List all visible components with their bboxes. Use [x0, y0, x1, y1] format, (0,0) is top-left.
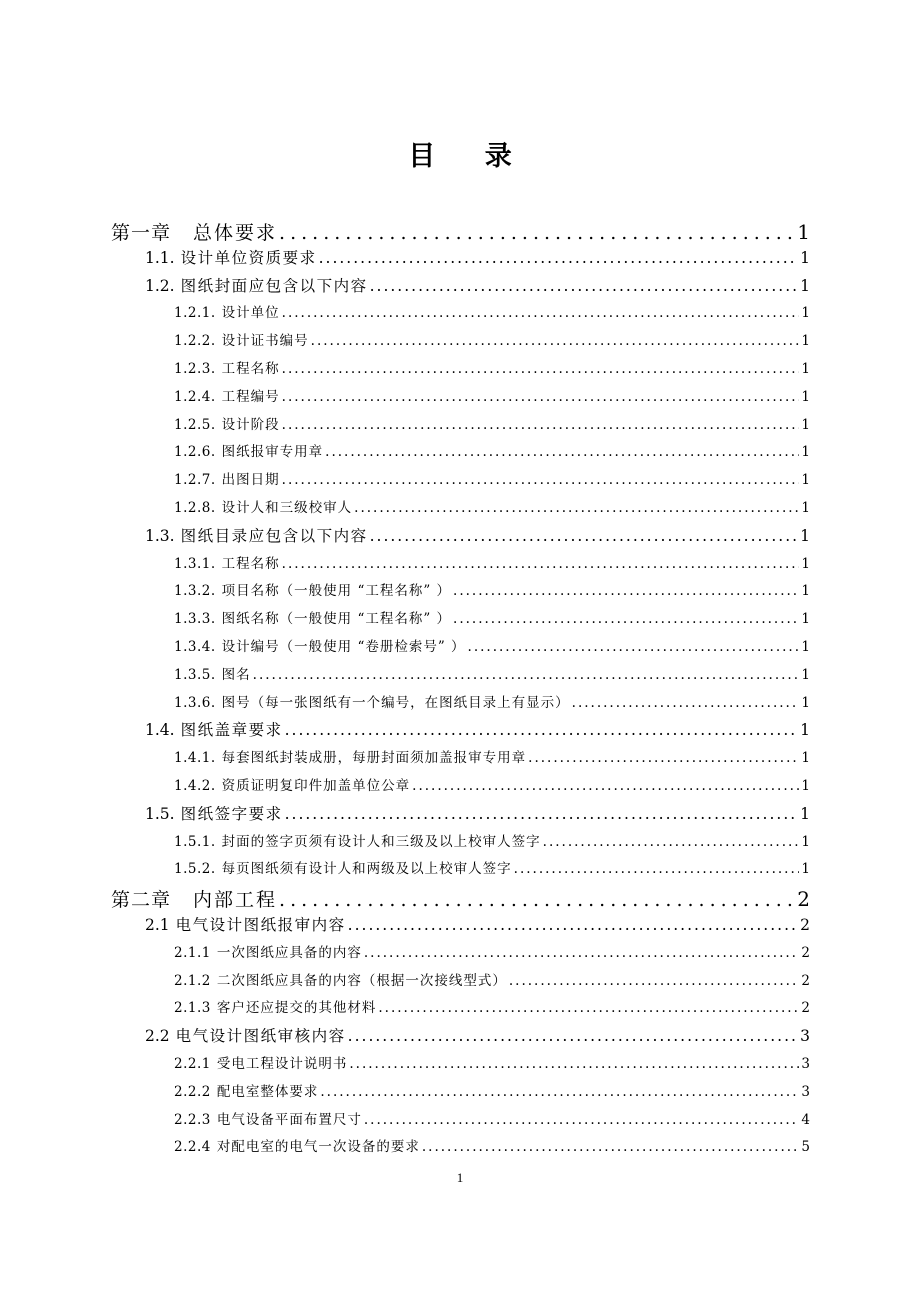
toc-entry-page: 1: [801, 333, 810, 350]
toc-entry-page: 2: [801, 944, 810, 961]
toc-leader-dots: [468, 639, 800, 655]
toc-entry-page: 1: [797, 220, 810, 244]
toc-entry[interactable]: [174, 496, 810, 516]
toc-entry-text: 图纸目录应包含以下内容: [180, 526, 368, 545]
toc-entry-number: 1.2.1.: [174, 305, 216, 322]
toc-entry-number: 1.3.1.: [174, 555, 216, 572]
toc-entry-page: 1: [801, 750, 810, 767]
toc-entry-text: 封面的签字页须有设计人和三级及以上校审人签字: [221, 833, 541, 850]
toc-entry-page: 1: [801, 444, 810, 461]
toc-entry[interactable]: [174, 830, 810, 850]
toc-entry-number: 1.3.2.: [174, 583, 216, 600]
toc-entry-text: 工程编号: [221, 388, 280, 405]
toc-entry-page: 1: [801, 388, 810, 405]
toc-leader-dots: [354, 500, 799, 516]
toc-entry-page: 2: [800, 916, 810, 934]
toc-entry-page: 1: [801, 555, 810, 572]
toc-entry-number: 2.1.2: [174, 972, 211, 989]
toc-entry[interactable]: [174, 857, 810, 877]
toc-entry-text: 工程名称: [221, 555, 280, 572]
toc-entry[interactable]: [174, 579, 810, 599]
toc-entry[interactable]: [145, 913, 810, 935]
toc-entry[interactable]: [174, 607, 810, 627]
toc-entry-page: 1: [801, 778, 810, 794]
toc-entry-text: 设计编号（一般使用 “卷册检索号” ）: [221, 639, 466, 655]
toc-entry-number: 1.4.2.: [174, 778, 216, 794]
toc-entry-text: 图纸封面应包含以下内容: [180, 276, 368, 295]
toc-leader-dots: [282, 389, 800, 405]
toc-leader-dots: [364, 945, 800, 961]
toc-entry-text: 图号（每一张图纸有一个编号，在图纸目录上有显示）: [221, 694, 570, 711]
toc-entry-text: 电气设备平面布置尺寸: [216, 1111, 362, 1128]
toc-entry-text: 客户还应提交的其他材料: [216, 1000, 377, 1017]
toc-entry[interactable]: [111, 218, 810, 244]
toc-entry-text: 设计单位资质要求: [180, 248, 317, 267]
toc-entry-number: 2.2: [145, 1027, 170, 1046]
toc-entry-text: 出图日期: [221, 472, 280, 489]
toc-entry[interactable]: [145, 246, 810, 268]
toc-entry-number: 1.5.1.: [174, 833, 216, 850]
toc-leader-dots: [514, 861, 800, 877]
toc-entry-text: 二次图纸应具备的内容（根据一次接线型式）: [216, 972, 507, 989]
toc-entry-text: 设计证书编号: [221, 333, 309, 350]
toc-entry-number: 1.4.1.: [174, 750, 216, 767]
toc-entry-page: 1: [801, 500, 810, 516]
toc-leader-dots: [412, 778, 799, 794]
toc-leader-dots: [370, 527, 799, 545]
toc-entry[interactable]: [174, 440, 810, 460]
toc-entry-text: 电气设计图纸审核内容: [175, 1027, 346, 1046]
toc-entry[interactable]: [174, 329, 810, 349]
toc-entry[interactable]: [174, 691, 810, 711]
toc-entry-page: 1: [800, 721, 810, 740]
toc-leader-dots: [422, 1139, 800, 1155]
toc-entry-number: 1.2.6.: [174, 444, 216, 461]
toc-entry-page: 1: [801, 305, 810, 322]
toc-entry-page: 1: [800, 804, 810, 823]
toc-entry-number: 1.3.6.: [174, 694, 216, 711]
toc-leader-dots: [279, 889, 795, 911]
toc-leader-dots: [311, 333, 800, 349]
toc-entry-number: 2.2.1: [174, 1056, 211, 1072]
toc-entry[interactable]: [174, 1080, 810, 1100]
toc-leader-dots: [282, 361, 800, 377]
toc-entry-text: 图名: [221, 666, 251, 683]
toc-leader-dots: [349, 1056, 799, 1072]
toc-leader-dots: [325, 444, 799, 460]
toc-leader-dots: [285, 721, 799, 739]
toc-entry-text: 电气设计图纸报审内容: [175, 916, 346, 934]
toc-entry-page: 3: [801, 1083, 810, 1100]
toc-entry-number: 1.2.4.: [174, 388, 216, 405]
toc-entry-number: 1.2.2.: [174, 333, 216, 350]
toc-entry-page: 5: [801, 1139, 810, 1156]
toc-entry-text: 每页图纸须有设计人和两级及以上校审人签字: [221, 861, 512, 878]
toc-title: 目 录: [408, 141, 532, 172]
toc-entry-text: 工程名称: [221, 361, 280, 377]
toc-entry[interactable]: [174, 996, 810, 1016]
toc-leader-dots: [572, 695, 800, 711]
toc-entry-page: 1: [800, 248, 810, 267]
toc-entry-text: 每套图纸封装成册，每册封面须加盖报审专用章: [221, 750, 527, 767]
toc-leader-dots: [282, 417, 800, 433]
toc-entry-page: 1: [800, 526, 810, 545]
toc-entry-number: 1.3.4.: [174, 639, 216, 655]
toc-entry[interactable]: [174, 357, 810, 377]
toc-entry-number: 1.2.5.: [174, 416, 216, 433]
toc-entry-text: 内部工程: [193, 889, 278, 912]
toc-entry-page: 1: [801, 833, 810, 850]
toc-entry-number: 1.2.: [145, 276, 175, 295]
toc-entry-number: 1.3.3.: [174, 611, 216, 628]
toc-entry-text: 设计单位: [221, 305, 280, 322]
toc-entry[interactable]: [174, 385, 810, 405]
toc-leader-dots: [453, 611, 799, 627]
toc-leader-dots: [348, 1027, 798, 1045]
toc-leader-dots: [320, 1084, 799, 1100]
toc-entry-page: 1: [801, 861, 810, 878]
toc-entry[interactable]: [174, 969, 810, 989]
toc-entry[interactable]: [174, 663, 810, 683]
toc-leader-dots: [282, 556, 800, 572]
toc-entry-number: 1.3.: [145, 526, 175, 545]
toc-entry-text: 对配电室的电气一次设备的要求: [216, 1139, 420, 1156]
toc-leader-dots: [528, 750, 799, 766]
toc-entry-text: 图纸签字要求: [180, 804, 283, 823]
toc-entry-number: 2.1.3: [174, 1000, 211, 1017]
toc-entry-page: 1: [801, 666, 810, 683]
toc-entry-number: 1.2.7.: [174, 472, 216, 489]
toc-entry-text: 一次图纸应具备的内容: [216, 944, 362, 961]
toc-entry[interactable]: [174, 1135, 810, 1155]
toc-entry-page: 3: [801, 1056, 810, 1072]
toc-entry-number: 第二章: [111, 889, 172, 912]
toc-entry-text: 受电工程设计说明书: [216, 1056, 348, 1072]
toc-entry[interactable]: [174, 774, 810, 794]
toc-leader-dots: [364, 1112, 800, 1128]
toc-entry[interactable]: [174, 468, 810, 488]
toc-entry-number: 2.1: [145, 916, 170, 934]
toc-entry-number: 2.2.2: [174, 1083, 211, 1100]
toc-entry-page: 1: [800, 276, 810, 295]
toc-entry-text: 设计人和三级校审人: [221, 500, 353, 516]
toc-entry[interactable]: [145, 524, 810, 546]
toc-entry-text: 项目名称（一般使用 “工程名称” ）: [221, 583, 452, 600]
toc-entry-page: 2: [801, 972, 810, 989]
toc-entry-number: 1.5.: [145, 804, 175, 823]
toc-leader-dots: [282, 305, 800, 321]
toc-entry[interactable]: [145, 718, 810, 740]
toc-entry-text: 图纸名称（一般使用 “工程名称” ）: [221, 611, 452, 628]
toc-leader-dots: [509, 973, 800, 989]
toc-entry-number: 1.1.: [145, 248, 175, 267]
toc-entry-page: 3: [800, 1027, 810, 1046]
toc-entry-number: 1.2.3.: [174, 361, 216, 377]
toc-entry[interactable]: [174, 1052, 810, 1072]
toc-entry-number: 第一章: [111, 222, 172, 244]
toc-leader-dots: [348, 916, 798, 934]
toc-entry[interactable]: [174, 552, 810, 572]
toc-leader-dots: [543, 834, 800, 850]
toc-entry-number: 2.1.1: [174, 944, 211, 961]
toc-entry-text: 设计阶段: [221, 416, 280, 433]
toc-entry-text: 配电室整体要求: [216, 1083, 319, 1100]
toc-entry-page: 1: [801, 361, 810, 377]
toc-entry[interactable]: [145, 802, 810, 824]
toc-leader-dots: [319, 249, 799, 267]
toc-entry-page: 1: [801, 639, 810, 655]
toc-leader-dots: [378, 1000, 799, 1016]
toc-entry[interactable]: [174, 1108, 810, 1128]
toc-leader-dots: [453, 583, 799, 599]
toc-entry[interactable]: [111, 885, 810, 911]
toc-entry-page: 4: [801, 1111, 810, 1128]
toc-entry-page: 1: [801, 583, 810, 600]
toc-entry-number: 1.2.8.: [174, 500, 216, 516]
toc-entry-number: 2.2.3: [174, 1111, 211, 1128]
toc-leader-dots: [370, 277, 799, 295]
toc-leader-dots: [279, 222, 795, 244]
toc-entry-page: 1: [801, 472, 810, 489]
toc-entry-number: 2.2.4: [174, 1139, 211, 1156]
toc-entry-page: 1: [801, 611, 810, 628]
toc-leader-dots: [253, 667, 800, 683]
toc-leader-dots: [282, 472, 800, 488]
toc-entry-number: 1.5.2.: [174, 861, 216, 878]
toc-leader-dots: [285, 805, 799, 823]
toc-entry-text: 资质证明复印件加盖单位公章: [221, 778, 411, 794]
page-number: 1: [456, 1170, 464, 1185]
toc-entry[interactable]: [174, 746, 810, 766]
toc-entry[interactable]: [174, 413, 810, 433]
toc-entry[interactable]: [174, 301, 810, 321]
toc-entry-page: 2: [801, 1000, 810, 1017]
toc-entry-number: 1.3.5.: [174, 666, 216, 683]
toc-entry-number: 1.4.: [145, 721, 175, 740]
toc-entry-page: 1: [801, 694, 810, 711]
toc-entry[interactable]: [174, 941, 810, 961]
toc-entry[interactable]: [145, 274, 810, 296]
toc-entry-text: 总体要求: [193, 222, 278, 244]
toc-entry-text: 图纸报审专用章: [221, 444, 324, 461]
toc-entry-text: 图纸盖章要求: [180, 721, 283, 740]
toc-entry-page: 1: [801, 416, 810, 433]
toc-entry-page: 2: [797, 887, 810, 912]
toc-entry[interactable]: [145, 1024, 810, 1046]
toc-entry[interactable]: [174, 635, 810, 655]
